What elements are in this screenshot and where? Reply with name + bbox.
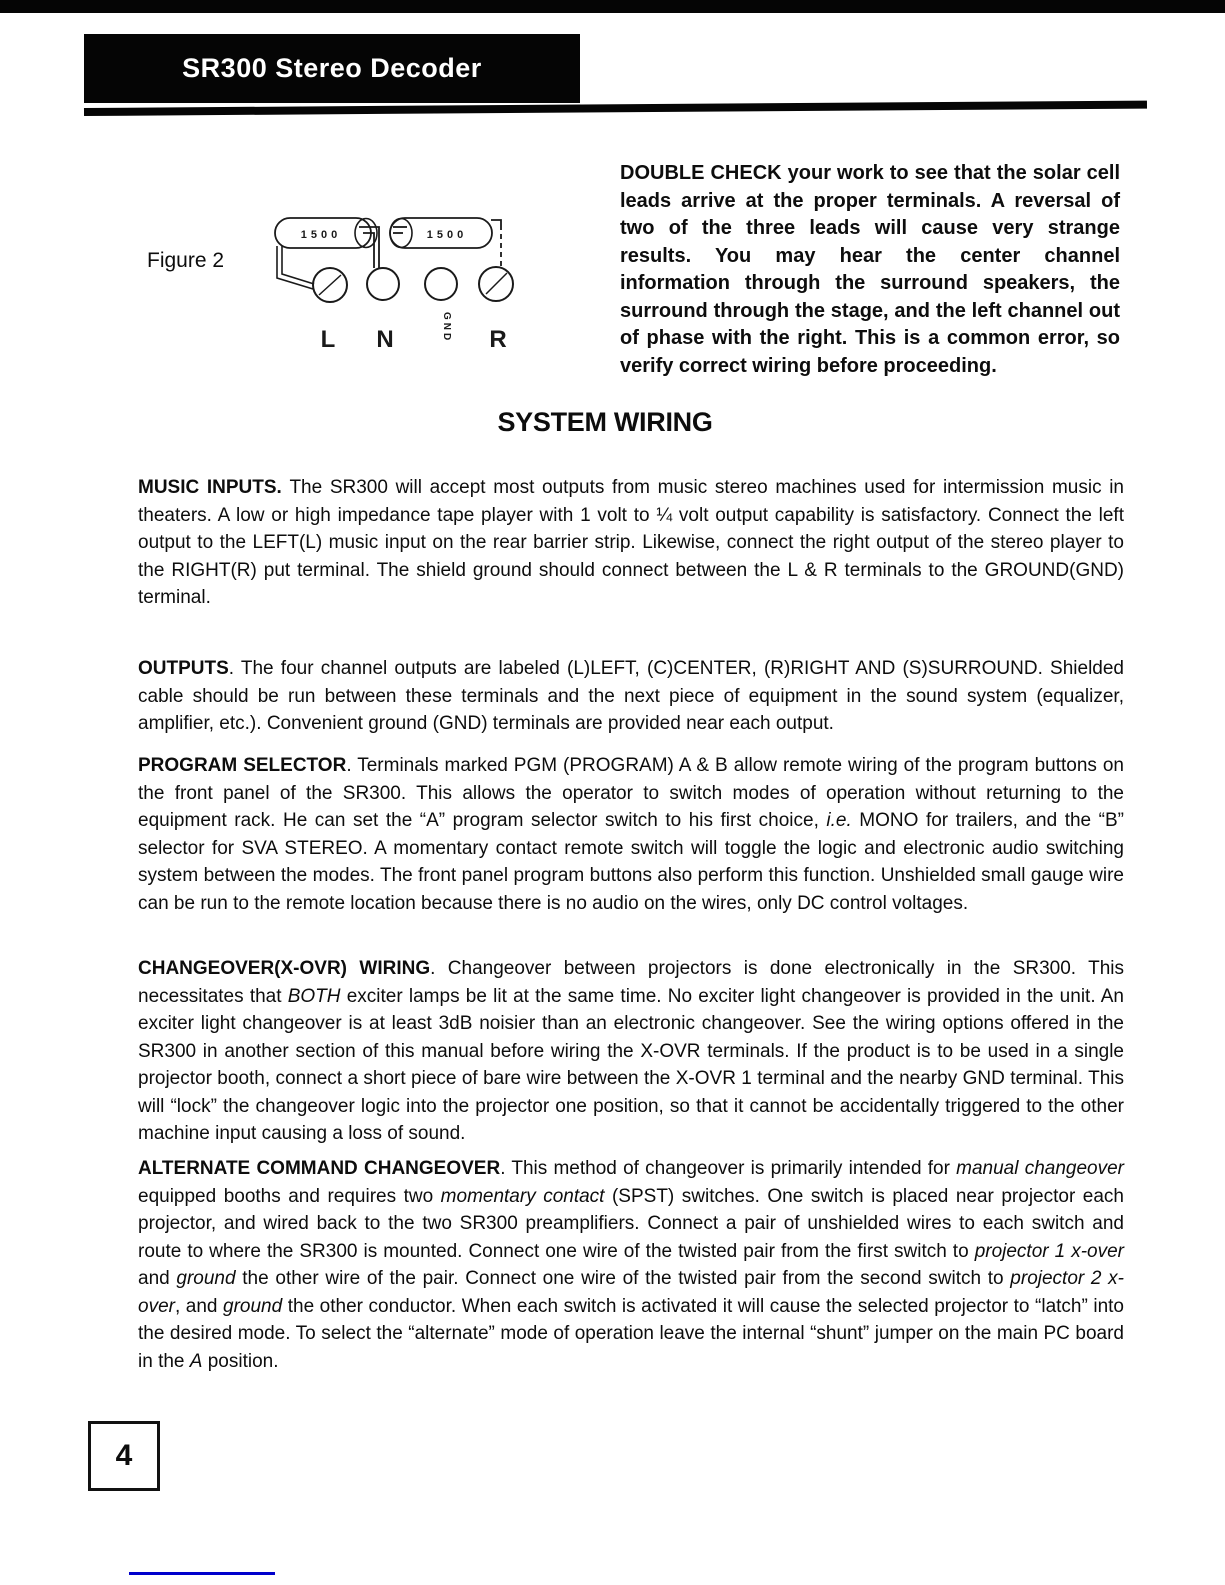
footer-blue-line	[129, 1572, 275, 1575]
section-heading: SYSTEM WIRING	[497, 407, 713, 437]
terminal-r-slot	[486, 273, 507, 294]
page-number-box	[88, 1421, 160, 1491]
paragraph-program-selector: PROGRAM SELECTOR. Terminals marked PGM (PROGRAM) A & B allow remote wiring of the program buttons on the front panel of the SR300. This allows the operator to switch modes of operation without returning to the equipment rack. He can set the “A” program selector switch to his first choice, i.e. MONO for trailers, and the “B” selector for SVA STEREO. A momentary contact remote switch will toggle the logic and electronic audio switching system between the modes. The front panel program buttons also perform this function. Unshielded small gauge wire can be run to the remote location because there is no audio on the wires, only DC control voltages.	[138, 755, 1125, 914]
wire-center-lead-2	[363, 233, 374, 268]
page-number: 4	[115, 1439, 133, 1472]
wire-right-lead	[491, 220, 501, 230]
figure-2-wiring-diagram	[255, 200, 535, 365]
page-title: SR300 Stereo Decoder	[182, 53, 482, 83]
paragraph-outputs: OUTPUTS. The four channel outputs are labeled (L)LEFT, (C)CENTER, (R)RIGHT AND (S)SURROUND. Shielded cable should be run between these terminals and the next piece of equipment in the sound system (equalizer, amplifier, etc.). Convenient ground (GND) terminals are provided near each output.	[138, 658, 1124, 734]
paragraph-music-inputs: MUSIC INPUTS. The SR300 will accept most outputs from music stereo machines used for intermission music in theaters. A low or high impedance tape player with 1 volt to ¼ volt output capability is satisfactory. Connect the left output to the LEFT(L) music input on the rear barrier strip. Likewise, connect the right output of the stereo player to the RIGHT(R) put terminal. The shield ground should connect between the L & R terminals to the GROUND(GND) terminal.	[138, 477, 1124, 608]
terminal-label-gnd: GND	[441, 312, 452, 344]
terminal-n	[367, 268, 399, 300]
page-header-banner	[84, 34, 580, 103]
wire-left-lead-2	[282, 246, 314, 284]
paragraph-changeover-wiring: CHANGEOVER(X-OVR) WIRING. Changeover between projectors is done electronically in the SR300. This necessitates that BOTH exciter lamps be lit at the same time. No exciter light changeover is provided in the unit. An exciter light changeover is at least 3dB noisier than an electronic changeover. See the wiring options offered in the SR300 in another section of this manual before wiring the X-OVR terminals. If the product is to be used in a single projector booth, connect a short piece of bare wire between the X-OVR 1 terminal and the nearby GND terminal. This will “lock” the changeover logic into the projector one position, so that it cannot be accidentally triggered to the other machine input causing a loss of sound.	[138, 958, 1125, 1144]
paragraph-alternate-command-changeover: ALTERNATE COMMAND CHANGEOVER. This method of changeover is primarily intended for manual changeover equipped booths and requires two momentary contact (SPST) switches. One switch is placed near projector each projector, and wired back to the two SR300 preamplifiers. Connect a pair of unshielded wires to each switch and route to where the SR300 is mounted. Connect one wire of the twisted pair from the first switch to projector 1 x-over and ground the other wire of the pair. Connect one wire of the twisted pair from the second switch to projector 2 x-over, and ground the other conductor. When each switch is activated it will cause the selected projector to “latch” into the desired mode. To select the “alternate” mode of operation leave the internal “shunt” jumper on the main PC board in the A position.	[138, 1158, 1125, 1372]
resistor-left-value: 1500	[300, 229, 342, 241]
resistor-right-value: 1500	[426, 229, 468, 241]
scan-top-band	[0, 0, 1225, 13]
terminal-label-r: R	[489, 326, 507, 353]
double-check-paragraph: DOUBLE CHECK your work to see that the solar cell leads arrive at the proper terminals. A reversal of two of the three leads will cause very strange results. You may hear the center channel information through the surround speakers, the surround through the stage, and the left channel out of phase with the right. This is a common error, so verify correct wiring before proceeding.	[620, 162, 1120, 377]
terminal-label-l: L	[320, 326, 336, 353]
terminal-gnd	[425, 268, 457, 300]
terminal-label-n: N	[376, 326, 394, 353]
terminal-l-slot	[319, 275, 341, 295]
figure-label: Figure 2	[147, 249, 225, 272]
